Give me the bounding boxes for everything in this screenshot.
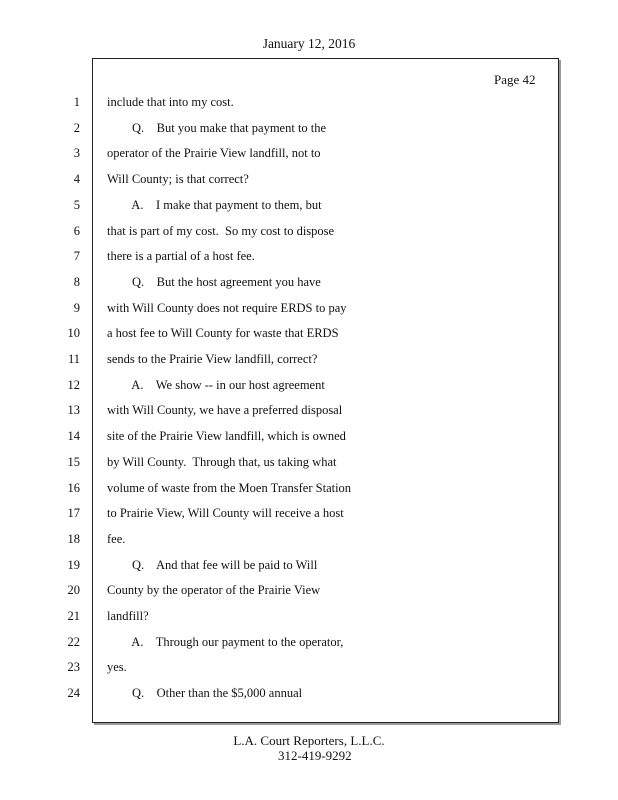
page-number: Page 42 <box>494 72 536 87</box>
line-number: 20 <box>67 583 80 597</box>
line-number: 15 <box>67 455 80 469</box>
line-number: 12 <box>67 378 80 392</box>
line-text: Q. But the host agreement you have <box>107 275 321 289</box>
line-number: 16 <box>67 481 80 495</box>
line-number: 23 <box>67 660 80 674</box>
line-number: 14 <box>67 429 80 443</box>
transcript-date: January 12, 2016 <box>262 36 356 51</box>
reporter-phone: 312-419-9292 <box>278 748 352 763</box>
line-number: 9 <box>73 301 80 315</box>
line-number: 2 <box>73 121 80 135</box>
line-number: 3 <box>73 146 80 160</box>
line-text: A. I make that payment to them, but <box>107 198 322 212</box>
line-text: Q. Other than the $5,000 annual <box>107 686 303 700</box>
line-number: 17 <box>67 506 80 520</box>
line-text: Q. And that fee will be paid to Will <box>107 558 318 572</box>
line-number: 24 <box>67 686 80 700</box>
line-text: include that into my cost. <box>107 95 234 109</box>
line-number: 22 <box>67 635 80 649</box>
line-number: 6 <box>73 224 80 238</box>
line-text: with Will County does not require ERDS to pay <box>107 301 347 315</box>
line-number: 8 <box>73 275 80 289</box>
line-text: by Will County. Through that, us taking what <box>107 455 337 469</box>
line-number: 4 <box>73 172 80 186</box>
line-text: Q. But you make that payment to the <box>107 121 327 135</box>
line-text: site of the Prairie View landfill, which is owned <box>107 429 346 443</box>
line-text: A. Through our payment to the operator, <box>107 635 344 649</box>
line-text: landfill? <box>107 609 149 623</box>
line-number: 18 <box>67 532 80 546</box>
line-text: a host fee to Will County for waste that ERDS <box>107 326 339 340</box>
line-number: 1 <box>73 95 80 109</box>
line-text: fee. <box>107 532 126 546</box>
line-text: operator of the Prairie View landfill, not to <box>107 146 321 160</box>
line-text: to Prairie View, Will County will receive a host <box>107 506 344 520</box>
line-number: 19 <box>67 558 80 572</box>
line-number: 13 <box>67 403 80 417</box>
line-text: that is part of my cost. So my cost to dispose <box>107 224 335 238</box>
line-text: with Will County, we have a preferred disposal <box>107 403 343 417</box>
line-text: volume of waste from the Moen Transfer Station <box>107 481 352 495</box>
line-number: 7 <box>73 249 80 263</box>
line-text: yes. <box>107 660 127 674</box>
line-text: County by the operator of the Prairie View <box>107 583 321 597</box>
reporter-company: L.A. Court Reporters, L.L.C. <box>233 733 385 748</box>
line-number: 10 <box>67 326 80 340</box>
line-text: sends to the Prairie View landfill, correct? <box>107 352 318 366</box>
line-text: there is a partial of a host fee. <box>107 249 255 263</box>
line-text: Will County; is that correct? <box>107 172 249 186</box>
line-text: A. We show -- in our host agreement <box>107 378 325 392</box>
line-number: 5 <box>73 198 80 212</box>
line-number: 21 <box>67 609 80 623</box>
line-number: 11 <box>67 352 80 366</box>
